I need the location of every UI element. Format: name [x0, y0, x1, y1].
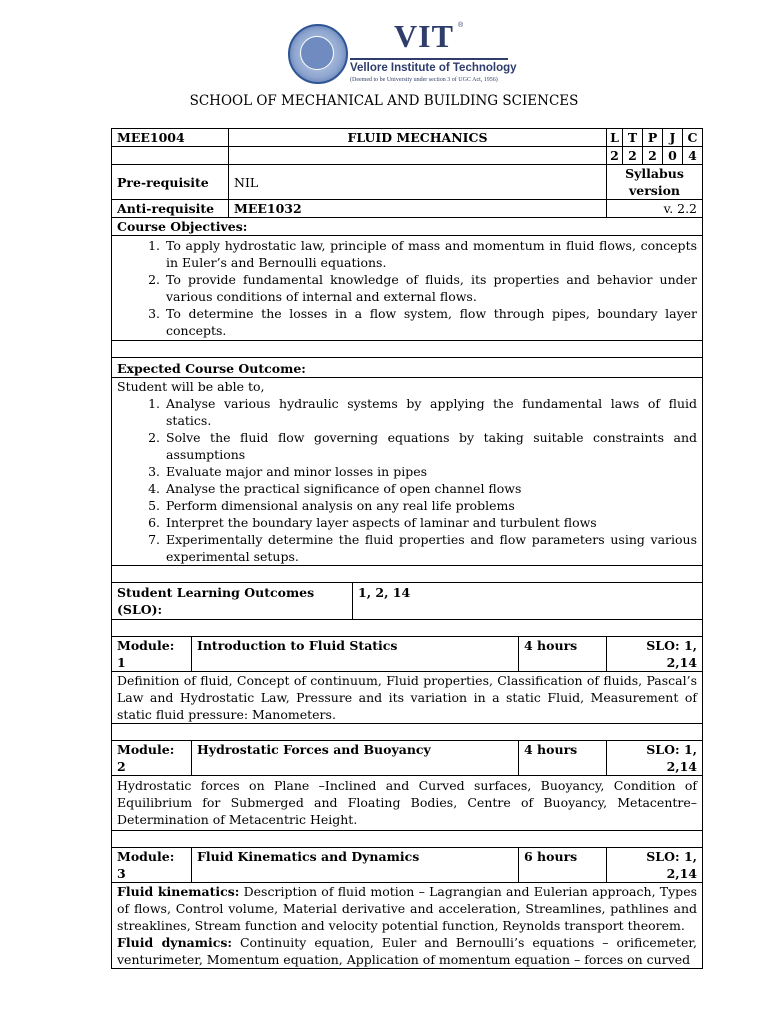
syllabus-label-line1: Syllabus [625, 166, 684, 181]
outcome-item: 3. Evaluate major and minor losses in pipes [164, 463, 697, 480]
spacer-row [112, 341, 703, 358]
module-content: Definition of fluid, Concept of continuum, Fluid properties, Classification of fluids, Pascal’s Law and Hydrostatic Law, Pressure and its variation in a static Fluid, Measurement of static fluid pressure: Manometers. [112, 672, 703, 724]
outcomes-intro: Student will be able to, [117, 379, 265, 394]
syllabus-version: v. 2.2 [607, 200, 703, 218]
syllabus-table [111, 128, 703, 969]
syllabus-label-line2: version [629, 183, 681, 198]
objectives-list [117, 237, 697, 339]
ltpjc-value-j: 0 [663, 147, 683, 165]
module-title: Introduction to Fluid Statics [192, 637, 519, 672]
ltpjc-values-row [112, 147, 703, 165]
outcome-item: 1. Analyse various hydraulic systems by applying the fundamental laws of fluid statics. [164, 395, 697, 429]
ltpjc-header-c: C [683, 129, 703, 147]
module-content-row [112, 883, 703, 969]
antireq-label: Anti-requisite [112, 200, 229, 218]
dynamics-label: Fluid dynamics: [117, 935, 232, 950]
module-hours: 4 hours [519, 741, 607, 776]
prereq-value: NIL [229, 165, 607, 200]
slo-value: 1, 2, 14 [353, 583, 703, 620]
objectives-heading: Course Objectives: [112, 218, 703, 236]
ltpjc-header-j: J [663, 129, 683, 147]
module-hours: 4 hours [519, 637, 607, 672]
module-title: Hydrostatic Forces and Buoyancy [192, 741, 519, 776]
module-label: Module: 1 [112, 637, 192, 672]
outcomes-heading-row [112, 358, 703, 378]
module-header-row [112, 848, 703, 883]
outcome-item: 5. Perform dimensional analysis on any real life problems [164, 497, 697, 514]
kinematics-text: Description of fluid motion – Lagrangian and Eulerian approach, Types of flows, Control volume, Material derivative and acceleration, Streamlines, pathlines and streaklines, Stream function and velocity potential function, Reynolds transport theorem. [117, 884, 698, 933]
vit-logo [288, 18, 517, 86]
kinematics-paragraph [117, 883, 697, 934]
outcome-item: 4. Analyse the practical significance of open channel flows [164, 480, 697, 497]
objective-item: 1. To apply hydrostatic law, principle of mass and momentum in fluid flows, concepts in Euler’s and Bernoulli equations. [164, 237, 697, 271]
outcome-item: 7. Experimentally determine the fluid properties and flow parameters using various experimental setups. [164, 531, 697, 565]
module-slo: SLO: 1, 2,14 [607, 637, 703, 672]
ltpjc-value-p: 2 [643, 147, 663, 165]
spacer-row [112, 724, 703, 741]
ltpjc-header-p: P [643, 129, 663, 147]
dynamics-paragraph [117, 934, 697, 968]
module-content [112, 883, 703, 969]
kinematics-label: Fluid kinematics: [117, 884, 240, 899]
slo-row [112, 583, 703, 620]
module-label: Module: 3 [112, 848, 192, 883]
module-title: Fluid Kinematics and Dynamics [192, 848, 519, 883]
objective-item: 3. To determine the losses in a flow system, flow through pipes, boundary layer concepts. [164, 305, 697, 339]
logo-deemed: (Deemed to be University under section 3 of UGC Act, 1956) [350, 77, 498, 83]
ltpjc-value-l: 2 [607, 147, 623, 165]
module-hours: 6 hours [519, 848, 607, 883]
syllabus-version-label [607, 165, 703, 200]
ltpjc-header-t: T [623, 129, 643, 147]
module-label: Module: 2 [112, 741, 192, 776]
spacer-row [112, 831, 703, 848]
outcome-item: 6. Interpret the boundary layer aspects of laminar and turbulent flows [164, 514, 697, 531]
slo-label: Student Learning Outcomes (SLO): [112, 583, 353, 620]
outcomes-list [117, 395, 697, 565]
module-header-row [112, 741, 703, 776]
university-seal [288, 24, 348, 84]
prereq-row [112, 165, 703, 200]
ltpjc-header-l: L [607, 129, 623, 147]
ltpjc-value-c: 4 [683, 147, 703, 165]
course-header-row [112, 129, 703, 147]
outcomes-row [112, 378, 703, 566]
dynamics-text: Continuity equation, Euler and Bernoulli’s equations – orificemeter, venturimeter, Momentum equation, Application of momentum equation – forces on curved [117, 935, 698, 967]
logo-rule [350, 58, 508, 60]
logo-name: Vellore Institute of Technology [350, 62, 517, 74]
module-slo: SLO: 1, 2,14 [607, 741, 703, 776]
spacer-row [112, 566, 703, 583]
antireq-row [112, 200, 703, 218]
outcomes-heading: Expected Course Outcome: [112, 358, 703, 378]
module-slo: SLO: 1, 2,14 [607, 848, 703, 883]
course-code: MEE1004 [112, 129, 229, 147]
ltpjc-value-t: 2 [623, 147, 643, 165]
prereq-label: Pre-requisite [112, 165, 229, 200]
module-header-row [112, 637, 703, 672]
spacer-row [112, 620, 703, 637]
objectives-row [112, 236, 703, 341]
antireq-value: MEE1032 [229, 200, 607, 218]
module-content-row [112, 776, 703, 831]
registered-mark: ® [458, 22, 464, 29]
outcome-item: 2. Solve the fluid flow governing equations by taking suitable constraints and assumptions [164, 429, 697, 463]
logo-title: VIT [394, 18, 454, 54]
module-content: Hydrostatic forces on Plane –Inclined and Curved surfaces, Buoyancy, Condition of Equilibrium for Submerged and Floating Bodies, Centre of Buoyancy, Metacentre–Determination of Metacentric Height. [112, 776, 703, 831]
course-title: FLUID MECHANICS [229, 129, 607, 147]
objective-item: 2. To provide fundamental knowledge of fluids, its properties and behavior under various conditions of internal and external flows. [164, 271, 697, 305]
module-content-row [112, 672, 703, 724]
school-name: SCHOOL OF MECHANICAL AND BUILDING SCIENCES [189, 93, 579, 109]
objectives-heading-row [112, 218, 703, 236]
